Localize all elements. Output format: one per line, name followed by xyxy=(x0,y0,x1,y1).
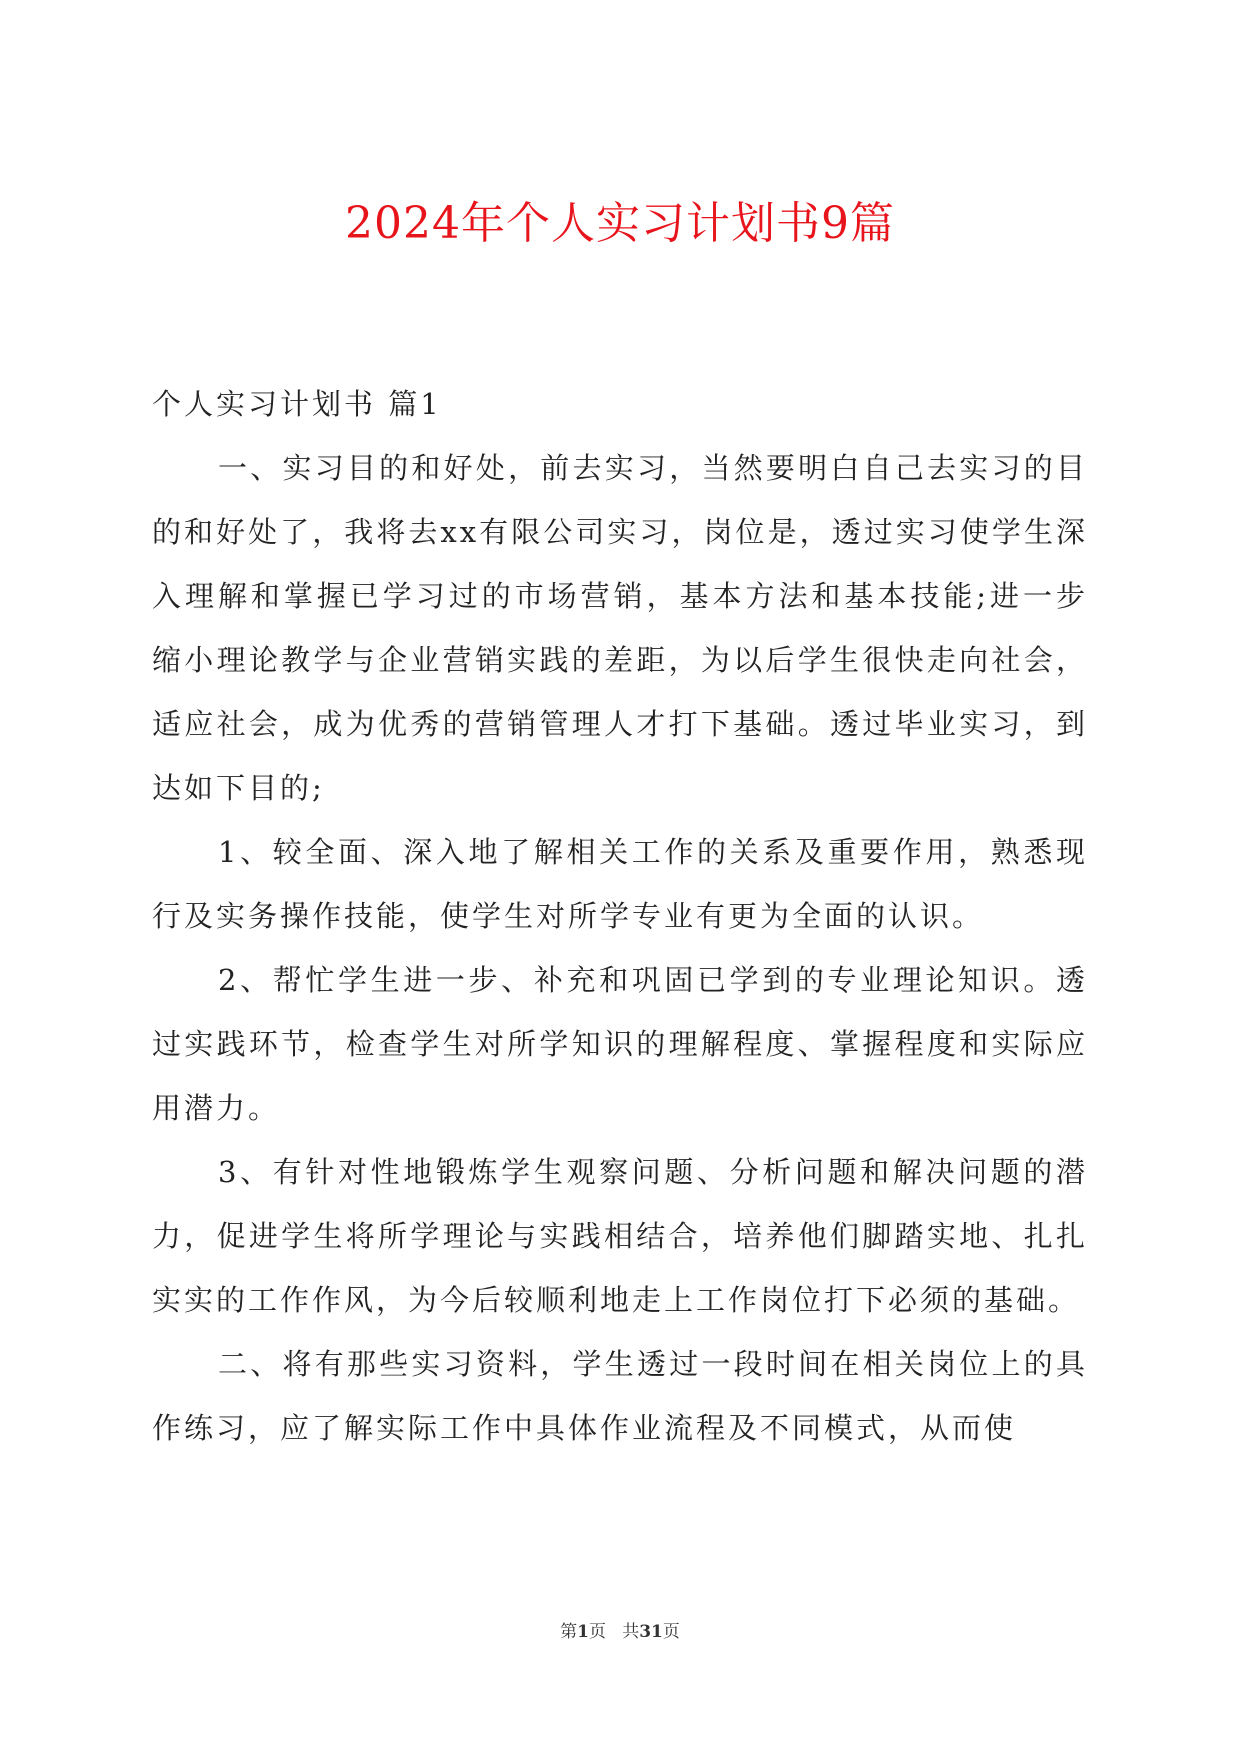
paragraph-purpose: 一、实习目的和好处，前去实习，当然要明白自己去实习的目的和好处了，我将去xx有限公司实习，岗位是，透过实习使学生深入理解和掌握已学习过的市场营销，基本方法和基本技能;进一步缩小理论教学与企业营销实践的差距，为以后学生很快走向社会，适应社会，成为优秀的营销管理人才打下基础。透过毕业实习，到达如下目的; xyxy=(152,451,1088,805)
paragraph-item-1: 1、较全面、深入地了解相关工作的关系及重要作用，熟悉现行及实务操作技能，使学生对所学专业有更为全面的认识。 xyxy=(152,835,1088,933)
paragraph-item-2: 2、帮忙学生进一步、补充和巩固已学到的专业理论知识。透过实践环节，检查学生对所学知识的理解程度、掌握程度和实际应用潜力。 xyxy=(152,963,1088,1125)
paragraph-item-3: 3、有针对性地锻炼学生观察问题、分析问题和解决问题的潜力，促进学生将所学理论与实践相结合，培养他们脚踏实地、扎扎实实的工作作风，为今后较顺利地走上工作岗位打下必须的基础。 xyxy=(152,1155,1088,1317)
footer-current-page: 1 xyxy=(577,1622,589,1642)
section-heading: 个人实习计划书 篇1 xyxy=(152,387,442,421)
document-body xyxy=(152,372,1088,1460)
document-title: 2024年个人实习计划书9篇 xyxy=(345,198,895,249)
footer-page-suffix: 页 xyxy=(588,1622,606,1642)
footer-total-pages: 31 xyxy=(639,1622,663,1642)
footer-total-prefix: 共 xyxy=(622,1622,640,1642)
page-footer xyxy=(0,1620,1240,1644)
footer-page-prefix: 第 xyxy=(560,1622,578,1642)
paragraph-content: 二、将有那些实习资料，学生透过一段时间在相关岗位上的具作练习，应了解实际工作中具体作业流程及不同模式，从而使 xyxy=(152,1347,1088,1445)
footer-total-suffix: 页 xyxy=(662,1622,680,1642)
